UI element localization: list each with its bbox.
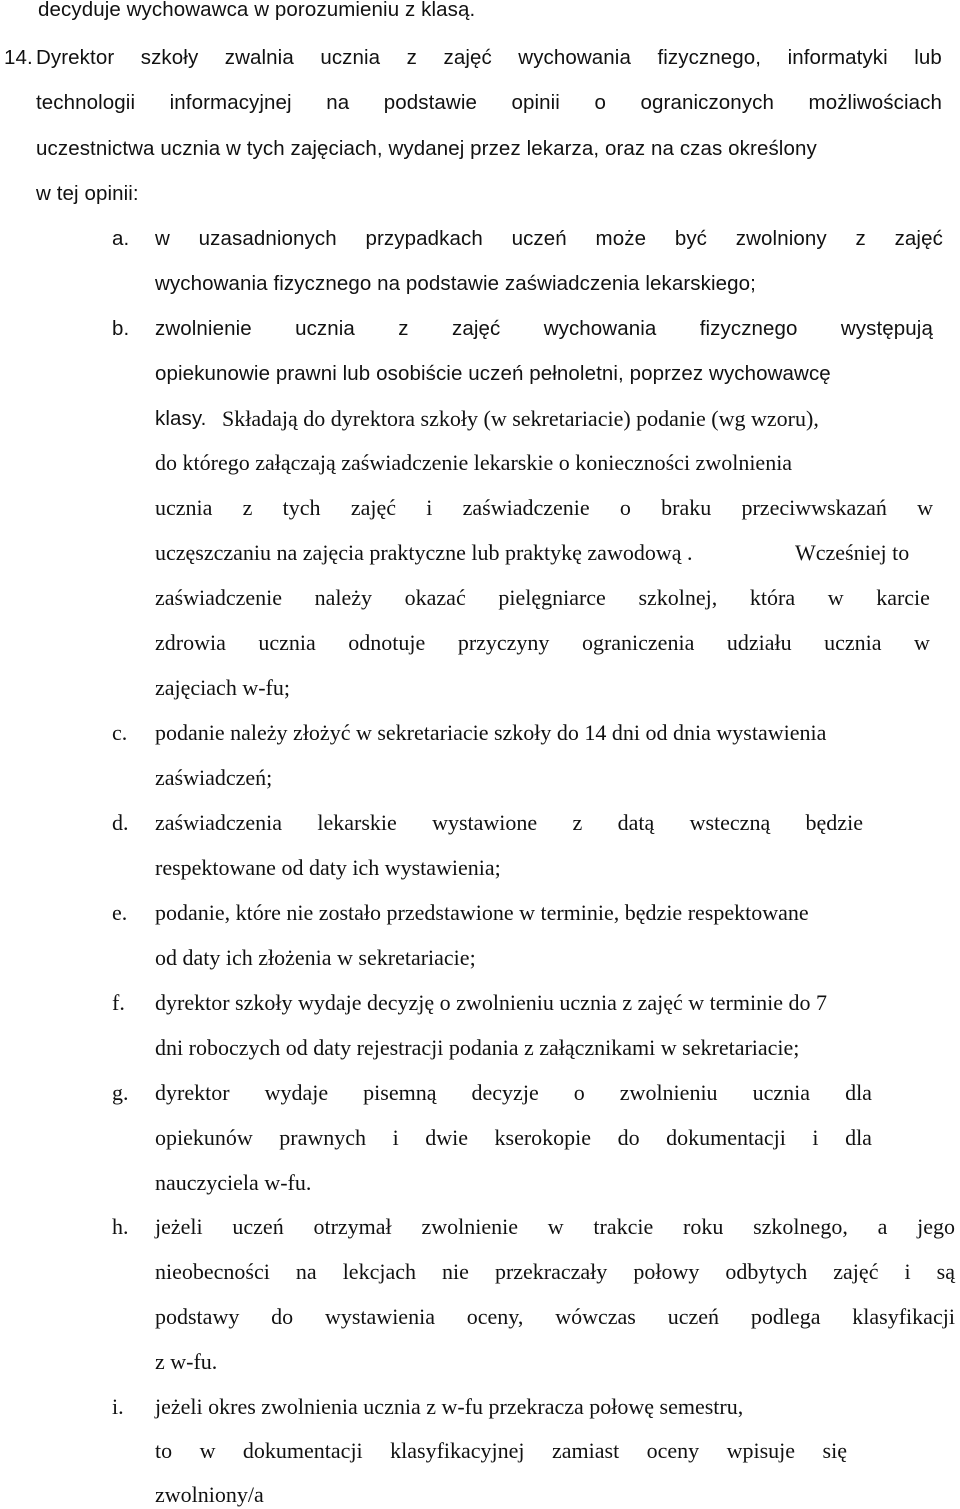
list-item-c-line-2: zaświadczeń; — [155, 765, 273, 790]
list-item-f-line-1: dyrektor szkoły wydaje decyzję o zwolnieniu ucznia z zajęć w terminie do 7 — [155, 990, 827, 1015]
intro-line: decyduje wychowawca w porozumieniu z klasą. — [38, 0, 476, 21]
list-marker-f: f. — [112, 990, 125, 1015]
list-item-g-line-1: dyrektor wydaje pisemną decyzje o zwolnieniu ucznia dla — [155, 1080, 872, 1105]
list-item-h-line-4: z w-fu. — [155, 1349, 218, 1374]
list-item-b-line-7: zaświadczenie należy okazać pielęgniarce szkolnej, która w karcie — [155, 585, 930, 610]
point-text-line-4: w tej opinii: — [36, 182, 139, 205]
list-item-e-line-1: podanie, które nie zostało przedstawione w terminie, będzie respektowane — [155, 900, 809, 925]
list-item-g-line-3: nauczyciela w-fu. — [155, 1170, 312, 1195]
point-number: 14. — [4, 46, 33, 69]
list-marker-b: b. — [112, 317, 130, 340]
list-item-b-line-3: klasy. — [155, 407, 207, 430]
list-item-h-line-3: podstawy do wystawienia oceny, wówczas uczeń podlega klasyfikacji — [155, 1304, 955, 1329]
point-text-line-1: Dyrektor szkoły zwalnia ucznia z zajęć wychowania fizycznego, informatyki lub — [36, 46, 942, 69]
list-item-h-line-1: jeżeli uczeń otrzymał zwolnienie w trakcie roku szkolnego, a jego — [155, 1214, 955, 1239]
list-item-a-line-2: wychowania fizycznego na podstawie zaświadczenia lekarskiego; — [155, 272, 756, 295]
list-item-f-line-2: dni roboczych od daty rejestracji podania z załącznikami w sekretariacie; — [155, 1035, 800, 1060]
list-marker-e: e. — [112, 900, 128, 925]
list-marker-i: i. — [112, 1394, 124, 1419]
list-item-i-line-3: zwolniony/a — [155, 1482, 264, 1507]
list-item-b-line-1: zwolnienie ucznia z zajęć wychowania fizycznego występują — [155, 317, 933, 340]
list-item-i-line-2: to w dokumentacji klasyfikacyjnej zamiast oceny wpisuje się — [155, 1438, 847, 1463]
list-item-b-line-6-continued: Wcześniej to — [795, 540, 910, 565]
list-item-b-line-6: uczęszczaniu na zajęcia praktyczne lub praktykę zawodową . — [155, 540, 693, 565]
list-item-b-line-5: ucznia z tych zajęć i zaświadczenie o braku przeciwwskazań w — [155, 495, 933, 520]
list-item-i-line-1: jeżeli okres zwolnienia ucznia z w-fu przekracza połowę semestru, — [155, 1394, 744, 1419]
list-item-g-line-2: opiekunów prawnych i dwie kserokopie do dokumentacji i dla — [155, 1125, 872, 1150]
list-item-a-line-1: w uzasadnionych przypadkach uczeń może być zwolniony z zajęć — [155, 227, 943, 250]
list-item-b-line-3-continued: Składają do dyrektora szkoły (w sekretariacie) podanie (wg wzoru), — [222, 406, 819, 431]
list-item-e-line-2: od daty ich złożenia w sekretariacie; — [155, 945, 476, 970]
list-marker-h: h. — [112, 1214, 129, 1239]
point-text-line-3: uczestnictwa ucznia w tych zajęciach, wydanej przez lekarza, oraz na czas określony — [36, 137, 817, 160]
list-item-h-line-2: nieobecności na lekcjach nie przekraczały połowy odbytych zajęć i są — [155, 1259, 955, 1284]
list-item-d-line-2: respektowane od daty ich wystawienia; — [155, 855, 501, 880]
list-item-d-line-1: zaświadczenia lekarskie wystawione z datą wsteczną będzie — [155, 810, 863, 835]
list-marker-a: a. — [112, 227, 130, 250]
list-marker-g: g. — [112, 1080, 129, 1105]
list-item-c-line-1: podanie należy złożyć w sekretariacie szkoły do 14 dni od dnia wystawienia — [155, 720, 827, 745]
list-marker-d: d. — [112, 810, 129, 835]
list-item-b-line-9: zajęciach w-fu; — [155, 675, 290, 700]
list-item-b-line-4: do którego załączają zaświadczenie lekarskie o konieczności zwolnienia — [155, 450, 793, 475]
list-marker-c: c. — [112, 720, 128, 745]
point-text-line-2: technologii informacyjnej na podstawie opinii o ograniczonych możliwościach — [36, 91, 942, 114]
list-item-b-line-2: opiekunowie prawni lub osobiście uczeń pełnoletni, poprzez wychowawcę — [155, 362, 831, 385]
list-item-b-line-8: zdrowia ucznia odnotuje przyczyny ograniczenia udziału ucznia w — [155, 630, 930, 655]
